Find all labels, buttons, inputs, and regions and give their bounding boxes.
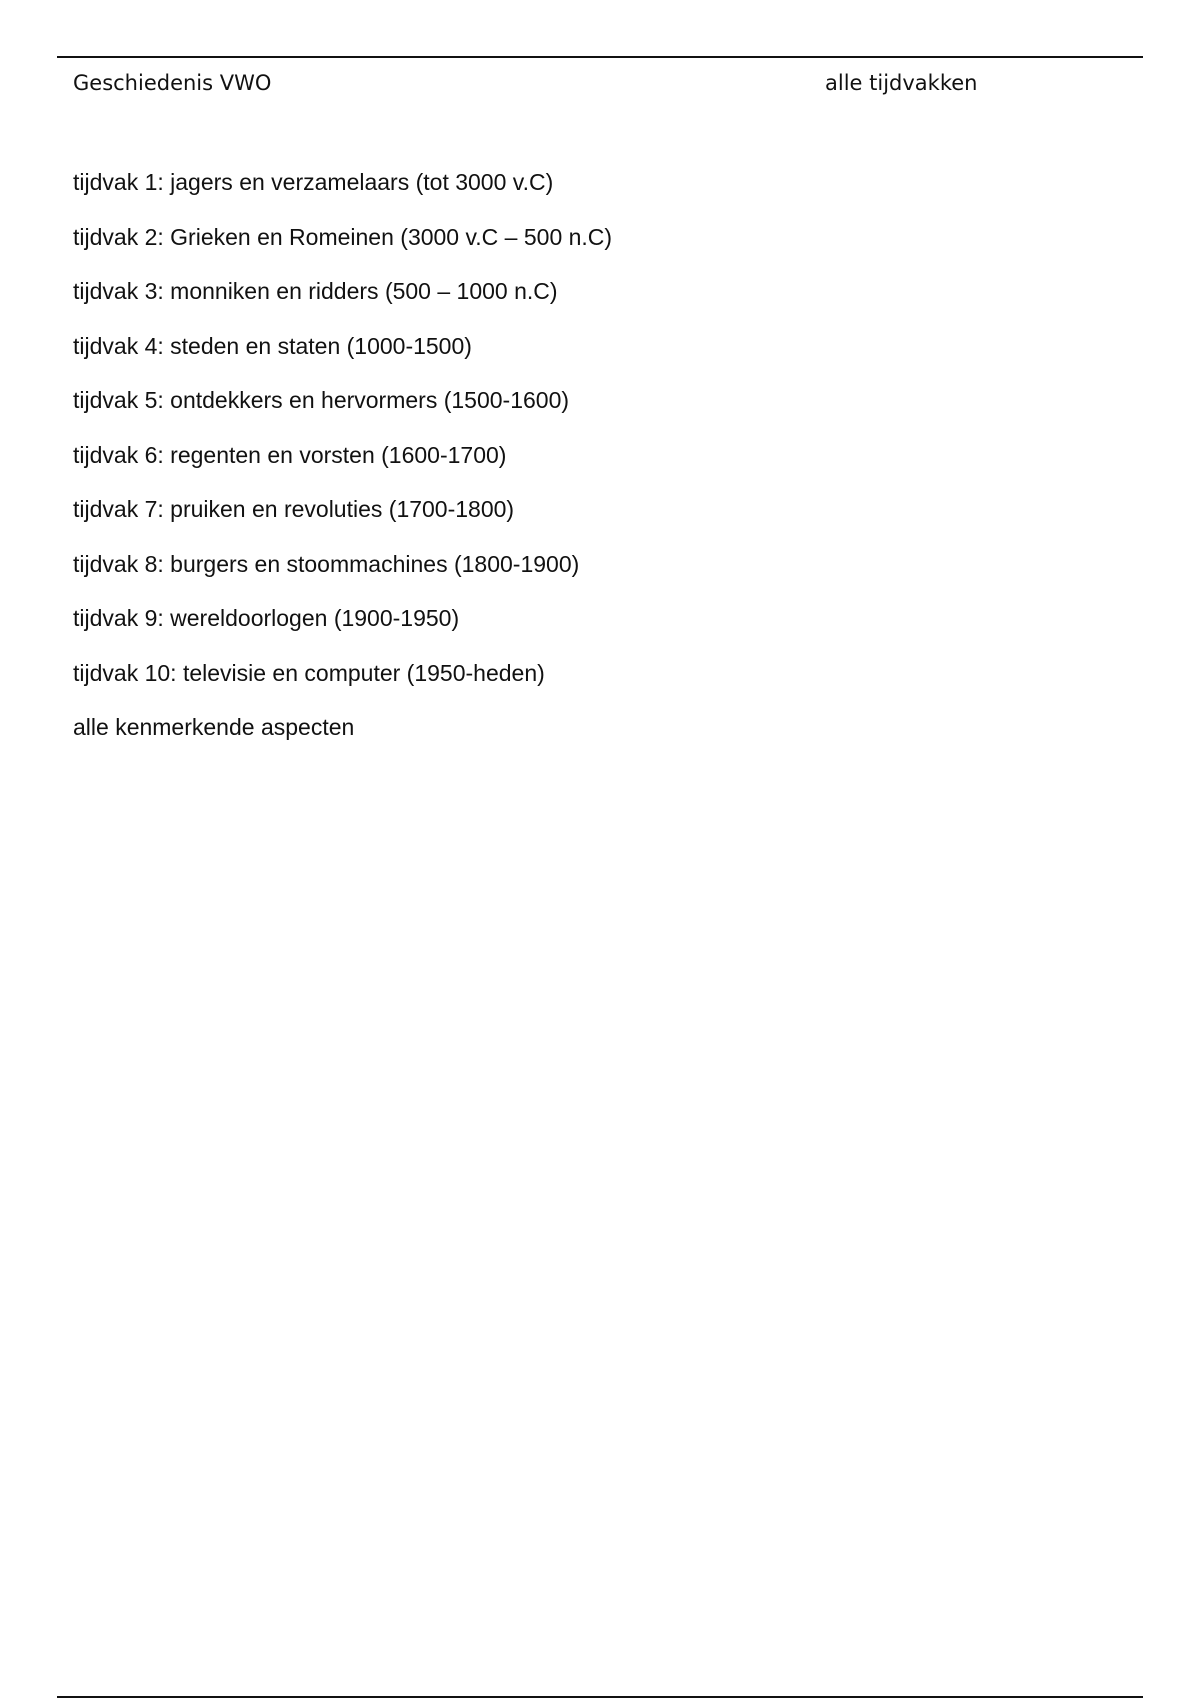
list-item-tijdvak-4: tijdvak 4: steden en staten (1000-1500) (73, 332, 472, 359)
list-item-tijdvak-3: tijdvak 3: monniken en ridders (500 – 1000 n.C) (73, 278, 558, 304)
list-item-tijdvak-7: tijdvak 7: pruiken en revoluties (1700-1800) (73, 496, 515, 522)
list-item-tijdvak-8: tijdvak 8: burgers en stoommachines (1800-1900) (73, 550, 580, 577)
header-subtitle: alle tijdvakken (825, 71, 978, 95)
list-item-tijdvak-6: tijdvak 6: regenten en vorsten (1600-1700) (73, 441, 507, 468)
list-item-tijdvak-2: tijdvak 2: Grieken en Romeinen (3000 v.C – 500 n.C) (73, 223, 613, 250)
tijdvak-list (73, 168, 612, 768)
list-item-kenmerkende-aspecten: alle kenmerkende aspecten (73, 714, 355, 740)
list-item-tijdvak-9: tijdvak 9: wereldoorlogen (1900-1950) (73, 605, 460, 631)
header-rule (57, 56, 1143, 58)
list-item-tijdvak-1: tijdvak 1: jagers en verzamelaars (tot 3000 v.C) (73, 169, 554, 195)
list-item-tijdvak-10: tijdvak 10: televisie en computer (1950-heden) (73, 659, 545, 686)
list-item-tijdvak-5: tijdvak 5: ontdekkers en hervormers (1500-1600) (73, 387, 570, 413)
header-title: Geschiedenis VWO (73, 71, 272, 95)
footer-rule (57, 1696, 1143, 1698)
